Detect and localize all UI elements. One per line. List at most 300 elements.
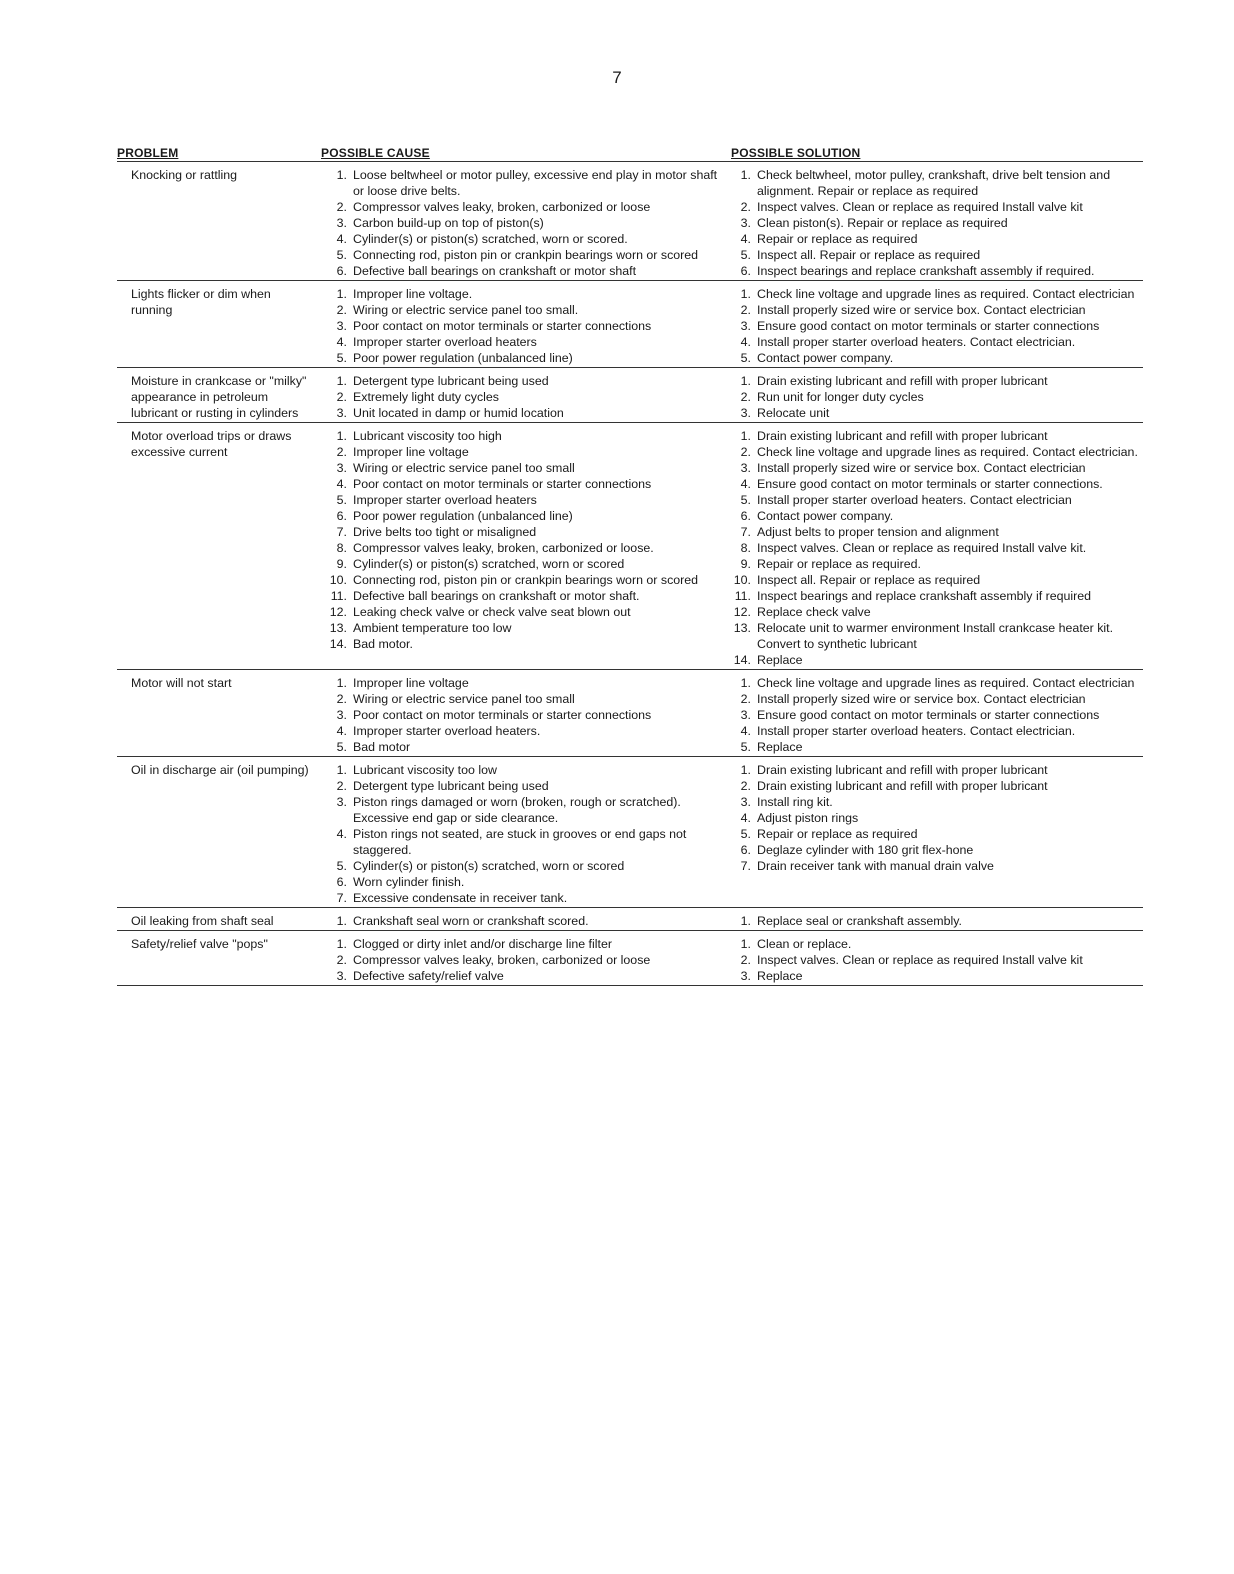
header-solution: POSSIBLE SOLUTION xyxy=(731,146,861,160)
cause-item-text: Poor contact on motor terminals or starter connections xyxy=(353,477,652,491)
solution-list xyxy=(731,286,1143,366)
solution-item xyxy=(731,524,1143,540)
solution-item xyxy=(731,286,1143,302)
solution-item xyxy=(731,556,1143,572)
cause-item-text: Bad motor. xyxy=(353,637,413,651)
solution-item xyxy=(731,675,1143,691)
solution-cell xyxy=(731,167,1143,279)
cause-item-number: 3. xyxy=(336,461,347,475)
cause-item-text: Bad motor xyxy=(353,740,411,754)
cause-item xyxy=(321,492,731,508)
solution-item xyxy=(731,476,1143,492)
solution-item xyxy=(731,350,1143,366)
cause-item-number: 6. xyxy=(336,264,347,278)
cause-item xyxy=(321,302,731,318)
cause-item-number: 3. xyxy=(336,216,347,230)
cause-cell xyxy=(321,675,731,755)
cause-cell xyxy=(321,428,731,668)
cause-item-text: Detergent type lubricant being used xyxy=(353,779,549,793)
solution-item-text: Contact power company. xyxy=(757,509,894,523)
cause-item xyxy=(321,199,731,215)
solution-item-number: 2. xyxy=(740,779,751,793)
solution-item-number: 1. xyxy=(740,676,751,690)
cause-item xyxy=(321,762,731,778)
solution-item-text: Adjust piston rings xyxy=(757,811,859,825)
cause-list xyxy=(321,762,731,906)
cause-item-number: 4. xyxy=(336,232,347,246)
solution-item xyxy=(731,572,1143,588)
solution-item-text: Check line voltage and upgrade lines as required. Contact electrician. xyxy=(757,445,1138,459)
solution-item-text: Relocate unit to warmer environment Install crankcase heater kit. Convert to synthetic lubricant xyxy=(757,621,1114,651)
solution-item-text: Drain existing lubricant and refill with proper lubricant xyxy=(757,779,1048,793)
solution-item-text: Install proper starter overload heaters. Contact electrician xyxy=(757,493,1072,507)
solution-item-number: 3. xyxy=(740,969,751,983)
solution-item-text: Deglaze cylinder with 180 grit flex-hone xyxy=(757,843,974,857)
cause-item xyxy=(321,231,731,247)
cause-item xyxy=(321,794,731,826)
cause-item-number: 3. xyxy=(336,406,347,420)
cause-item-number: 2. xyxy=(336,390,347,404)
cause-item xyxy=(321,778,731,794)
table-row xyxy=(117,908,1143,931)
solution-item xyxy=(731,247,1143,263)
cause-item-number: 3. xyxy=(336,319,347,333)
cause-list xyxy=(321,428,731,652)
cause-item xyxy=(321,890,731,906)
solution-cell xyxy=(731,936,1143,984)
cause-item xyxy=(321,444,731,460)
solution-item-number: 8. xyxy=(740,541,751,555)
header-problem: PROBLEM xyxy=(117,146,179,160)
solution-item-number: 1. xyxy=(740,763,751,777)
solution-item-number: 11. xyxy=(734,589,751,603)
solution-item xyxy=(731,913,1143,929)
solution-item xyxy=(731,842,1143,858)
solution-item-text: Inspect valves. Clean or replace as required Install valve kit xyxy=(757,200,1083,214)
solution-item-number: 6. xyxy=(740,843,751,857)
solution-item xyxy=(731,373,1143,389)
solution-item-number: 3. xyxy=(740,708,751,722)
solution-item-text: Install ring kit. xyxy=(757,795,833,809)
cause-item-number: 1. xyxy=(336,937,347,951)
cause-item-text: Drive belts too tight or misaligned xyxy=(353,525,537,539)
solution-item xyxy=(731,334,1143,350)
cause-item-text: Compressor valves leaky, broken, carbonized or loose xyxy=(353,200,651,214)
cause-item-number: 4. xyxy=(336,335,347,349)
cause-item-text: Improper starter overload heaters. xyxy=(353,724,541,738)
cause-item xyxy=(321,826,731,858)
solution-item xyxy=(731,492,1143,508)
solution-item-text: Adjust belts to proper tension and alignment xyxy=(757,525,999,539)
cause-item-text: Lubricant viscosity too high xyxy=(353,429,502,443)
cause-item-text: Wiring or electric service panel too small xyxy=(353,461,575,475)
cause-cell xyxy=(321,762,731,906)
solution-item-number: 6. xyxy=(740,264,751,278)
solution-item-text: Check line voltage and upgrade lines as required. Contact electrician xyxy=(757,287,1135,301)
cause-item-text: Clogged or dirty inlet and/or discharge line filter xyxy=(353,937,612,951)
cause-item xyxy=(321,476,731,492)
problem-cell: Safety/relief valve "pops" xyxy=(131,937,268,951)
cause-item xyxy=(321,952,731,968)
solution-item-number: 2. xyxy=(740,390,751,404)
solution-item xyxy=(731,936,1143,952)
cause-item-number: 5. xyxy=(336,740,347,754)
cause-item-text: Lubricant viscosity too low xyxy=(353,763,497,777)
cause-item-number: 5. xyxy=(336,351,347,365)
solution-item-text: Replace xyxy=(757,969,803,983)
cause-item-number: 2. xyxy=(336,445,347,459)
problem-cell: Oil in discharge air (oil pumping) xyxy=(131,763,309,777)
solution-item xyxy=(731,620,1143,652)
cause-item xyxy=(321,636,731,652)
solution-item-number: 5. xyxy=(740,827,751,841)
solution-item-text: Drain existing lubricant and refill with proper lubricant xyxy=(757,374,1048,388)
solution-item xyxy=(731,405,1143,421)
cause-list xyxy=(321,675,731,755)
cause-item-text: Cylinder(s) or piston(s) scratched, worn or scored. xyxy=(353,232,628,246)
solution-item-text: Replace seal or crankshaft assembly. xyxy=(757,914,962,928)
solution-item-number: 5. xyxy=(740,351,751,365)
solution-item-text: Install proper starter overload heaters. Contact electrician. xyxy=(757,724,1076,738)
solution-item xyxy=(731,444,1143,460)
solution-item-number: 5. xyxy=(740,493,751,507)
cause-item xyxy=(321,936,731,952)
solution-item-text: Replace check valve xyxy=(757,605,871,619)
cause-item xyxy=(321,373,731,389)
problem-cell: Oil leaking from shaft seal xyxy=(131,914,274,928)
solution-item-number: 1. xyxy=(740,429,751,443)
cause-item-text: Piston rings damaged or worn (broken, rough or scratched). Excessive end gap or side clearance. xyxy=(353,795,681,825)
solution-cell xyxy=(731,675,1143,755)
solution-item xyxy=(731,968,1143,984)
cause-item xyxy=(321,540,731,556)
solution-list xyxy=(731,428,1143,668)
solution-item-number: 4. xyxy=(740,232,751,246)
problem-cell: Moisture in crankcase or "milky" appearance in petroleum lubricant or rusting in cylinders xyxy=(131,374,307,420)
cause-item xyxy=(321,524,731,540)
cause-item-text: Connecting rod, piston pin or crankpin bearings worn or scored xyxy=(353,248,699,262)
cause-item xyxy=(321,215,731,231)
troubleshooting-table xyxy=(117,146,1143,986)
solution-item xyxy=(731,508,1143,524)
solution-item-text: Repair or replace as required. xyxy=(757,557,921,571)
cause-item xyxy=(321,707,731,723)
cause-item xyxy=(321,247,731,263)
solution-item xyxy=(731,460,1143,476)
cause-item xyxy=(321,913,731,929)
solution-item xyxy=(731,858,1143,874)
solution-item-text: Drain receiver tank with manual drain valve xyxy=(757,859,994,873)
solution-item-text: Drain existing lubricant and refill with proper lubricant xyxy=(757,429,1048,443)
cause-item xyxy=(321,167,731,199)
table-row xyxy=(117,368,1143,423)
cause-item-number: 13. xyxy=(329,621,347,635)
problem-cell: Motor overload trips or draws excessive current xyxy=(131,429,292,459)
cause-item xyxy=(321,428,731,444)
cause-cell xyxy=(321,373,731,421)
solution-item-text: Drain existing lubricant and refill with proper lubricant xyxy=(757,763,1048,777)
solution-item-text: Run unit for longer duty cycles xyxy=(757,390,924,404)
solution-item-text: Install properly sized wire or service box. Contact electrician xyxy=(757,303,1086,317)
solution-item-number: 7. xyxy=(740,859,751,873)
solution-item-number: 3. xyxy=(740,406,751,420)
solution-item-text: Relocate unit xyxy=(757,406,830,420)
cause-item-text: Leaking check valve or check valve seat blown out xyxy=(353,605,631,619)
solution-item-number: 2. xyxy=(740,953,751,967)
table-row xyxy=(117,757,1143,908)
cause-item-text: Carbon build-up on top of piston(s) xyxy=(353,216,544,230)
problem-cell: Motor will not start xyxy=(131,676,232,690)
solution-item-number: 3. xyxy=(740,795,751,809)
cause-item-number: 7. xyxy=(336,525,347,539)
header-cause: POSSIBLE CAUSE xyxy=(321,146,430,160)
solution-item-text: Install properly sized wire or service box. Contact electrician xyxy=(757,692,1086,706)
page-number: 7 xyxy=(612,68,622,87)
solution-item xyxy=(731,231,1143,247)
cause-item-text: Extremely light duty cycles xyxy=(353,390,499,404)
table-row xyxy=(117,931,1143,986)
cause-item-number: 14. xyxy=(329,637,347,651)
cause-item-number: 4. xyxy=(336,827,347,841)
cause-item-number: 10. xyxy=(329,573,347,587)
solution-item-text: Replace xyxy=(757,740,803,754)
solution-cell xyxy=(731,762,1143,906)
cause-item-text: Crankshaft seal worn or crankshaft scored. xyxy=(353,914,589,928)
cause-item xyxy=(321,318,731,334)
cause-list xyxy=(321,167,731,279)
cause-item xyxy=(321,286,731,302)
solution-item-number: 1. xyxy=(740,374,751,388)
solution-item-number: 1. xyxy=(740,937,751,951)
solution-item-text: Contact power company. xyxy=(757,351,894,365)
problem-cell: Knocking or rattling xyxy=(131,168,238,182)
solution-item-text: Check line voltage and upgrade lines as required. Contact electrician xyxy=(757,676,1135,690)
table-row xyxy=(117,162,1143,281)
cause-item-number: 11. xyxy=(330,589,347,603)
solution-item-text: Inspect bearings and replace crankshaft assembly if required. xyxy=(757,264,1095,278)
solution-list xyxy=(731,762,1143,874)
cause-item-number: 2. xyxy=(336,779,347,793)
solution-item xyxy=(731,707,1143,723)
solution-item-number: 4. xyxy=(740,335,751,349)
solution-item-text: Ensure good contact on motor terminals or starter connections xyxy=(757,319,1100,333)
cause-item-number: 5. xyxy=(336,493,347,507)
cause-item xyxy=(321,460,731,476)
cause-item-text: Compressor valves leaky, broken, carbonized or loose. xyxy=(353,541,654,555)
cause-item-number: 6. xyxy=(336,509,347,523)
cause-item-number: 5. xyxy=(336,248,347,262)
solution-item-text: Inspect all. Repair or replace as required xyxy=(757,573,981,587)
cause-item xyxy=(321,405,731,421)
cause-item-number: 1. xyxy=(336,374,347,388)
cause-item-text: Cylinder(s) or piston(s) scratched, worn or scored xyxy=(353,859,625,873)
problem-cell: Lights flicker or dim when running xyxy=(131,287,271,317)
solution-item-number: 3. xyxy=(740,319,751,333)
cause-item xyxy=(321,620,731,636)
solution-item-number: 1. xyxy=(740,914,751,928)
cause-cell xyxy=(321,936,731,984)
cause-item xyxy=(321,263,731,279)
solution-item-text: Clean piston(s). Repair or replace as required xyxy=(757,216,1008,230)
cause-item-text: Defective ball bearings on crankshaft or motor shaft. xyxy=(353,589,640,603)
solution-item-number: 1. xyxy=(740,168,751,182)
solution-item-number: 7. xyxy=(740,525,751,539)
solution-item xyxy=(731,691,1143,707)
solution-item xyxy=(731,952,1143,968)
solution-item-number: 2. xyxy=(740,692,751,706)
cause-list xyxy=(321,913,731,929)
solution-list xyxy=(731,936,1143,984)
cause-item-text: Excessive condensate in receiver tank. xyxy=(353,891,568,905)
cause-item-text: Cylinder(s) or piston(s) scratched, worn or scored xyxy=(353,557,625,571)
solution-item-number: 14. xyxy=(733,653,751,667)
cause-list xyxy=(321,373,731,421)
solution-item xyxy=(731,778,1143,794)
solution-item-number: 4. xyxy=(740,811,751,825)
cause-item-text: Compressor valves leaky, broken, carbonized or loose xyxy=(353,953,651,967)
cause-item-text: Improper starter overload heaters xyxy=(353,493,537,507)
solution-item xyxy=(731,199,1143,215)
solution-list xyxy=(731,167,1143,279)
cause-item xyxy=(321,350,731,366)
cause-item-number: 3. xyxy=(336,795,347,809)
solution-item xyxy=(731,263,1143,279)
cause-item-number: 4. xyxy=(336,724,347,738)
cause-item-text: Ambient temperature too low xyxy=(353,621,512,635)
solution-item-number: 12. xyxy=(733,605,751,619)
solution-item xyxy=(731,428,1143,444)
solution-item xyxy=(731,318,1143,334)
solution-item-text: Install proper starter overload heaters. Contact electrician. xyxy=(757,335,1076,349)
cause-item-number: 1. xyxy=(336,287,347,301)
cause-item xyxy=(321,556,731,572)
solution-item xyxy=(731,723,1143,739)
table-row xyxy=(117,281,1143,368)
cause-cell xyxy=(321,167,731,279)
solution-item xyxy=(731,588,1143,604)
cause-item-text: Wiring or electric service panel too small. xyxy=(353,303,579,317)
cause-item-number: 12. xyxy=(329,605,347,619)
cause-item-text: Poor power regulation (unbalanced line) xyxy=(353,351,573,365)
solution-item-number: 5. xyxy=(740,740,751,754)
cause-item-text: Unit located in damp or humid location xyxy=(353,406,564,420)
solution-list xyxy=(731,373,1143,421)
cause-item-number: 1. xyxy=(336,763,347,777)
solution-item xyxy=(731,652,1143,668)
solution-item-number: 2. xyxy=(740,303,751,317)
solution-item-number: 6. xyxy=(740,509,751,523)
solution-item-number: 4. xyxy=(740,724,751,738)
cause-item-text: Improper line voltage xyxy=(353,676,469,690)
solution-item xyxy=(731,739,1143,755)
solution-item xyxy=(731,302,1143,318)
solution-item xyxy=(731,810,1143,826)
cause-item-text: Defective safety/relief valve xyxy=(353,969,504,983)
cause-item-number: 6. xyxy=(336,875,347,889)
cause-item xyxy=(321,723,731,739)
cause-item-number: 4. xyxy=(336,477,347,491)
solution-item-number: 2. xyxy=(740,200,751,214)
solution-cell xyxy=(731,286,1143,366)
solution-item xyxy=(731,826,1143,842)
cause-item-text: Detergent type lubricant being used xyxy=(353,374,549,388)
cause-list xyxy=(321,936,731,984)
solution-cell xyxy=(731,913,1143,929)
solution-item-text: Check beltwheel, motor pulley, crankshaft, drive belt tension and alignment. Repair or replace as required xyxy=(757,168,1111,198)
solution-item-text: Inspect valves. Clean or replace as required Install valve kit xyxy=(757,953,1083,967)
table-row xyxy=(117,670,1143,757)
cause-item xyxy=(321,858,731,874)
solution-item xyxy=(731,762,1143,778)
cause-item-number: 8. xyxy=(336,541,347,555)
table-body xyxy=(117,162,1143,986)
cause-item xyxy=(321,334,731,350)
cause-item-number: 2. xyxy=(336,692,347,706)
cause-item-number: 2. xyxy=(336,200,347,214)
cause-item xyxy=(321,739,731,755)
solution-item xyxy=(731,540,1143,556)
cause-item-text: Improper line voltage. xyxy=(353,287,473,301)
cause-item xyxy=(321,968,731,984)
cause-item xyxy=(321,572,731,588)
cause-item-text: Defective ball bearings on crankshaft or motor shaft xyxy=(353,264,637,278)
table-row xyxy=(117,423,1143,670)
solution-item-number: 10. xyxy=(733,573,751,587)
solution-item-text: Repair or replace as required xyxy=(757,232,918,246)
cause-item xyxy=(321,675,731,691)
solution-item-number: 5. xyxy=(740,248,751,262)
cause-item-text: Loose beltwheel or motor pulley, excessive end play in motor shaft or loose drive belts. xyxy=(353,168,718,198)
solution-item-number: 13. xyxy=(733,621,751,635)
solution-item-text: Replace xyxy=(757,653,803,667)
solution-item-number: 3. xyxy=(740,216,751,230)
cause-item-number: 1. xyxy=(336,429,347,443)
cause-item xyxy=(321,508,731,524)
solution-item-text: Ensure good contact on motor terminals or starter connections. xyxy=(757,477,1103,491)
solution-cell xyxy=(731,373,1143,421)
solution-item xyxy=(731,604,1143,620)
solution-item-text: Clean or replace. xyxy=(757,937,852,951)
solution-item xyxy=(731,794,1143,810)
cause-item-text: Poor contact on motor terminals or starter connections xyxy=(353,319,652,333)
solution-list xyxy=(731,675,1143,755)
cause-list xyxy=(321,286,731,366)
cause-item-text: Improper starter overload heaters xyxy=(353,335,537,349)
cause-item-text: Wiring or electric service panel too small xyxy=(353,692,575,706)
solution-item-text: Ensure good contact on motor terminals or starter connections xyxy=(757,708,1100,722)
cause-item-text: Poor power regulation (unbalanced line) xyxy=(353,509,573,523)
cause-item xyxy=(321,604,731,620)
cause-item-number: 3. xyxy=(336,708,347,722)
cause-item xyxy=(321,588,731,604)
cause-item-number: 1. xyxy=(336,168,347,182)
solution-item-text: Inspect bearings and replace crankshaft assembly if required xyxy=(757,589,1092,603)
cause-item-number: 1. xyxy=(336,914,347,928)
solution-item-text: Install properly sized wire or service box. Contact electrician xyxy=(757,461,1086,475)
cause-item-number: 7. xyxy=(336,891,347,905)
solution-item-text: Inspect all. Repair or replace as required xyxy=(757,248,981,262)
solution-item-number: 9. xyxy=(740,557,751,571)
solution-item-number: 2. xyxy=(740,445,751,459)
cause-cell xyxy=(321,286,731,366)
cause-item-text: Worn cylinder finish. xyxy=(353,875,465,889)
cause-item-text: Improper line voltage xyxy=(353,445,469,459)
cause-item xyxy=(321,691,731,707)
cause-item xyxy=(321,874,731,890)
cause-item-text: Piston rings not seated, are stuck in grooves or end gaps not staggered. xyxy=(353,827,687,857)
cause-item-number: 5. xyxy=(336,859,347,873)
solution-item-number: 1. xyxy=(740,287,751,301)
